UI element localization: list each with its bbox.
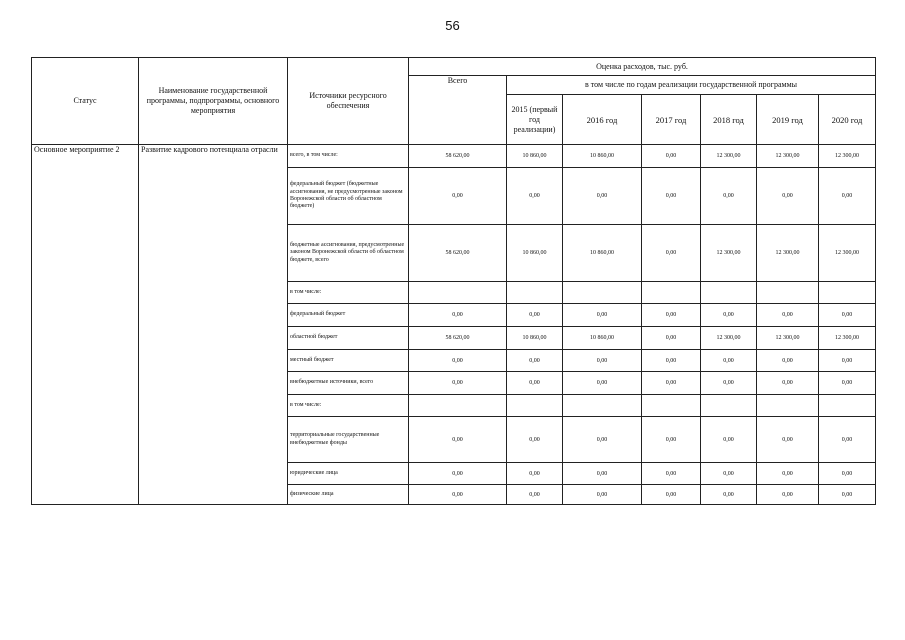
- source-label: всего, в том числе:: [288, 145, 409, 168]
- source-label: юридические лица: [288, 463, 409, 485]
- value-cell: 10 860,00: [563, 327, 642, 350]
- source-label: в том числе:: [288, 395, 409, 417]
- source-label: местный бюджет: [288, 350, 409, 372]
- value-cell: 0,00: [757, 463, 819, 485]
- header-year-2019: 2019 год: [757, 95, 819, 145]
- value-cell: 0,00: [642, 168, 701, 225]
- value-cell: 10 860,00: [563, 225, 642, 282]
- value-cell: [642, 282, 701, 304]
- value-cell: [819, 282, 876, 304]
- value-cell: 0,00: [757, 304, 819, 327]
- value-cell: 0,00: [757, 485, 819, 505]
- value-cell: 0,00: [409, 372, 507, 395]
- value-cell: 0,00: [819, 417, 876, 463]
- value-cell: 58 620,00: [409, 327, 507, 350]
- value-cell: 0,00: [409, 168, 507, 225]
- header-program-name: Наименование государственной программы, подпрограммы, основного мероприятия: [139, 58, 288, 145]
- header-year-2020: 2020 год: [819, 95, 876, 145]
- header-row-1: [32, 58, 876, 76]
- header-by-years: в том числе по годам реализации государственной программы: [507, 76, 876, 95]
- header-sources: Источники ресурсного обеспечения: [288, 58, 409, 145]
- value-cell: [757, 282, 819, 304]
- value-cell: [409, 395, 507, 417]
- table-row: [32, 145, 876, 168]
- value-cell: [701, 282, 757, 304]
- value-cell: 0,00: [409, 417, 507, 463]
- value-cell: 0,00: [642, 485, 701, 505]
- budget-table: [31, 57, 876, 505]
- value-cell: 0,00: [642, 372, 701, 395]
- value-cell: 10 860,00: [563, 145, 642, 168]
- value-cell: [819, 395, 876, 417]
- budget-body: [32, 145, 876, 505]
- value-cell: [642, 395, 701, 417]
- value-cell: 0,00: [563, 463, 642, 485]
- header-status: Статус: [32, 58, 139, 145]
- source-label: областной бюджет: [288, 327, 409, 350]
- page-number: 56: [445, 18, 460, 33]
- value-cell: 0,00: [819, 304, 876, 327]
- value-cell: 0,00: [701, 463, 757, 485]
- value-cell: 0,00: [757, 372, 819, 395]
- source-label: физические лица: [288, 485, 409, 505]
- value-cell: 0,00: [757, 417, 819, 463]
- source-label: в том числе:: [288, 282, 409, 304]
- value-cell: 0,00: [642, 145, 701, 168]
- header-year-2017: 2017 год: [642, 95, 701, 145]
- value-cell: 10 860,00: [507, 145, 563, 168]
- value-cell: 0,00: [701, 168, 757, 225]
- value-cell: [409, 282, 507, 304]
- value-cell: 0,00: [701, 417, 757, 463]
- value-cell: 0,00: [642, 350, 701, 372]
- value-cell: 0,00: [563, 304, 642, 327]
- value-cell: [563, 282, 642, 304]
- header-year-2015: 2015 (первый год реализации): [507, 95, 563, 145]
- header-total: Всего: [409, 76, 507, 145]
- value-cell: [507, 395, 563, 417]
- value-cell: 0,00: [507, 168, 563, 225]
- value-cell: 0,00: [507, 463, 563, 485]
- entity-status: Основное мероприятие 2: [32, 145, 139, 505]
- value-cell: 0,00: [563, 417, 642, 463]
- value-cell: 12 300,00: [819, 145, 876, 168]
- value-cell: [507, 282, 563, 304]
- value-cell: 0,00: [507, 417, 563, 463]
- value-cell: 12 300,00: [757, 145, 819, 168]
- value-cell: [757, 395, 819, 417]
- value-cell: 0,00: [642, 225, 701, 282]
- value-cell: 0,00: [819, 372, 876, 395]
- value-cell: 0,00: [701, 350, 757, 372]
- value-cell: 0,00: [757, 168, 819, 225]
- value-cell: [701, 395, 757, 417]
- value-cell: 12 300,00: [757, 327, 819, 350]
- value-cell: 0,00: [409, 304, 507, 327]
- value-cell: 58 620,00: [409, 145, 507, 168]
- value-cell: 0,00: [507, 350, 563, 372]
- value-cell: 10 860,00: [507, 225, 563, 282]
- value-cell: 0,00: [563, 350, 642, 372]
- source-label: бюджетные ассигнования, предусмотренные законом Воронежской области об областном бюджете, всего: [288, 225, 409, 282]
- value-cell: 0,00: [819, 350, 876, 372]
- value-cell: 0,00: [819, 463, 876, 485]
- header-year-2016: 2016 год: [563, 95, 642, 145]
- value-cell: 0,00: [642, 463, 701, 485]
- value-cell: [563, 395, 642, 417]
- value-cell: 12 300,00: [701, 225, 757, 282]
- value-cell: 0,00: [819, 168, 876, 225]
- value-cell: 0,00: [507, 304, 563, 327]
- value-cell: 12 300,00: [701, 327, 757, 350]
- value-cell: 0,00: [701, 372, 757, 395]
- value-cell: 0,00: [563, 485, 642, 505]
- value-cell: 0,00: [757, 350, 819, 372]
- entity-name: Развитие кадрового потенциала отрасли: [139, 145, 288, 505]
- value-cell: 0,00: [701, 485, 757, 505]
- value-cell: 12 300,00: [701, 145, 757, 168]
- value-cell: 0,00: [507, 372, 563, 395]
- value-cell: 12 300,00: [819, 225, 876, 282]
- source-label: территориальные государственные внебюджетные фонды: [288, 417, 409, 463]
- value-cell: 0,00: [642, 327, 701, 350]
- value-cell: 0,00: [642, 304, 701, 327]
- value-cell: 12 300,00: [819, 327, 876, 350]
- value-cell: 0,00: [642, 417, 701, 463]
- value-cell: 58 620,00: [409, 225, 507, 282]
- value-cell: 0,00: [701, 304, 757, 327]
- source-label: федеральный бюджет (бюджетные ассигнования, не предусмотренные законом Воронежской области об областном бюджете): [288, 168, 409, 225]
- header-expenses: Оценка расходов, тыс. руб.: [409, 58, 876, 76]
- value-cell: 12 300,00: [757, 225, 819, 282]
- value-cell: 0,00: [409, 463, 507, 485]
- value-cell: 10 860,00: [507, 327, 563, 350]
- value-cell: 0,00: [507, 485, 563, 505]
- source-label: федеральный бюджет: [288, 304, 409, 327]
- source-label: внебюджетные источники, всего: [288, 372, 409, 395]
- value-cell: 0,00: [409, 350, 507, 372]
- value-cell: 0,00: [563, 168, 642, 225]
- value-cell: 0,00: [563, 372, 642, 395]
- value-cell: 0,00: [409, 485, 507, 505]
- header-year-2018: 2018 год: [701, 95, 757, 145]
- value-cell: 0,00: [819, 485, 876, 505]
